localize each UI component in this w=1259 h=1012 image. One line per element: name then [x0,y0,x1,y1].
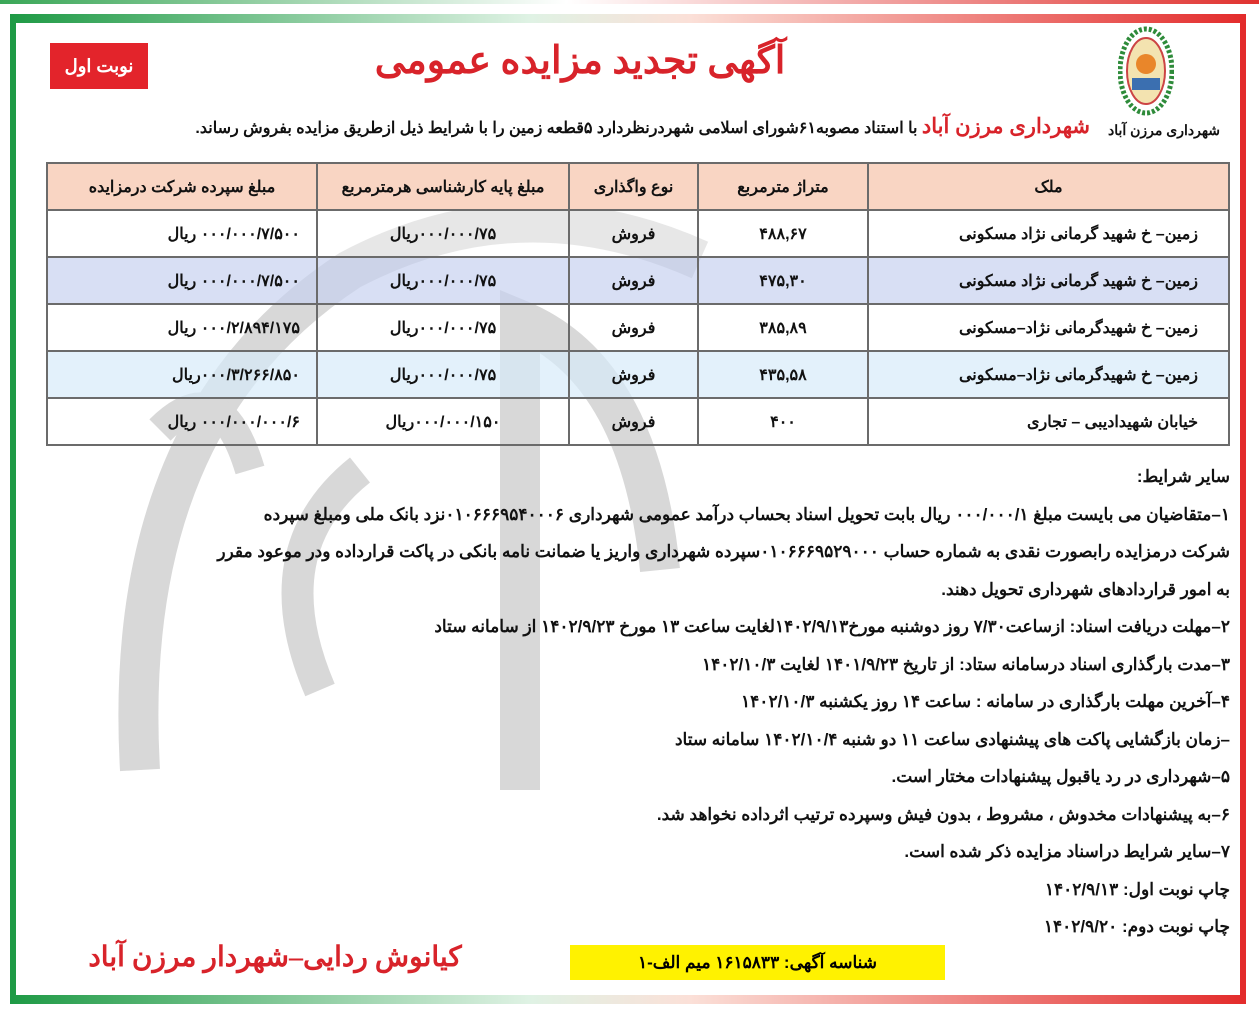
table-row [47,210,1229,257]
top-decor-line [0,0,1259,4]
intro-org: شهرداری مرزن آباد [921,115,1090,138]
cell-transfer-type: فروش [569,257,698,304]
conditions [30,458,1230,946]
table-row [47,304,1229,351]
conditions-heading: سایر شرایط: [1136,467,1230,486]
condition-line: ۷–سایر شرایط دراسناد مزایده ذکر شده است. [904,842,1230,861]
print-date-first: چاپ نوبت اول: ۱۴۰۲/۹/۱۳ [1044,879,1230,899]
intro-text [30,114,1090,139]
cell-transfer-type: فروش [569,210,698,257]
logo-label: شهرداری مرزن آباد [1107,122,1221,138]
cell-deposit: ۰۰۰/۰۰۰/۰۰۰/۶ ریال [47,398,317,445]
condition-line: ۶–به پیشنهادات مخدوش ، مشروط ، بدون فیش وسپرده ترتیب اثرداده نخواهد شد. [656,804,1230,824]
cell-deposit: ۰۰۰/۲/۸۹۴/۱۷۵ ریال [47,304,317,351]
cell-property: زمین– خ شهید گرمانی نژاد مسکونی [868,210,1229,257]
table-row [47,257,1229,304]
table-row [47,398,1229,445]
intro-body: با استناد مصوبه۶۱شورای اسلامی شهردرنظردارد ۵قطعه زمین را با شرایط ذیل ازطریق مزایده بفروش رساند. [195,120,922,137]
cell-property: خیابان شهیدادیبی – تجاری [868,398,1229,445]
page-title: آگهی تجدید مزایده عمومی [374,40,786,82]
cell-transfer-type: فروش [569,398,698,445]
cell-transfer-type: فروش [569,304,698,351]
cell-property: زمین– خ شهید گرمانی نژاد مسکونی [868,257,1229,304]
cell-deposit: ۰۰۰/۰۰۰/۷/۵۰۰ ریال [47,210,317,257]
cell-area: ۳۸۵,۸۹ [698,304,868,351]
municipality-logo [1118,26,1174,116]
mayor-signature: کیانوش ردایی–شهردار مرزن آباد [88,942,462,973]
print-date-second: چاپ نوبت دوم: ۱۴۰۲/۹/۲۰ [1043,917,1230,936]
cell-base-price: ۰۰۰/۰۰۰/۱۵۰ریال [317,398,569,445]
condition-line: ۴–آخرین مهلت بارگذاری در سامانه : ساعت ۱۴ روز یکشنبه ۱۴۰۲/۱۰/۳ [741,692,1230,711]
top-flag-bar [10,14,1246,23]
col-deposit: مبلغ سپرده شرکت درمزایده [47,163,317,210]
condition-line: ۳–مدت بارگذاری اسناد درسامانه ستاد: از تاریخ ۱۴۰۱/۹/۲۳ لغایت ۱۴۰۲/۱۰/۳ [702,654,1230,674]
bottom-flag-bar [10,995,1246,1004]
cell-deposit: ۰۰۰/۳/۲۶۶/۸۵۰ریال [47,351,317,398]
cell-property: زمین– خ شهیدگرمانی نژاد–مسکونی [868,351,1229,398]
condition-line: به امور قراردادهای شهرداری تحویل دهند. [941,579,1230,599]
cell-base-price: ۰۰۰/۰۰۰/۷۵ریال [317,304,569,351]
cell-area: ۴۳۵,۵۸ [698,351,868,398]
col-transfer-type: نوع واگذاری [569,163,698,210]
cell-transfer-type: فروش [569,351,698,398]
ad-id-box: شناسه آگهی: ۱۶۱۵۸۳۳ میم الف-۱ [570,945,945,980]
properties-table [46,162,1230,446]
cell-area: ۴۰۰ [698,398,868,445]
col-property: ملک [868,163,1229,210]
cell-base-price: ۰۰۰/۰۰۰/۷۵ریال [317,210,569,257]
col-base-price: مبلغ پایه کارشناسی هرمترمربع [317,163,569,210]
condition-line: ۵–شهرداری در رد یاقبول پیشنهادات مختار است. [891,767,1230,786]
cell-base-price: ۰۰۰/۰۰۰/۷۵ریال [317,351,569,398]
col-area: متراژ مترمربع [698,163,868,210]
cell-base-price: ۰۰۰/۰۰۰/۷۵ریال [317,257,569,304]
cell-property: زمین– خ شهیدگرمانی نژاد–مسکونی [868,304,1229,351]
table-row [47,351,1229,398]
condition-line: شرکت درمزایده رابصورت نقدی به شماره حساب ۰۱۰۶۶۶۹۵۲۹۰۰۰سپرده شهرداری واریز یا ضمانت نامه بانکی در پاکت قرارداده ودر موعود مقرر [217,542,1230,561]
cell-deposit: ۰۰۰/۰۰۰/۷/۵۰۰ ریال [47,257,317,304]
condition-line: ۱–متقاضیان می بایست مبلغ ۰۰۰/۰۰۰/۱ ریال بابت تحویل اسناد بحساب درآمد عمومی شهرداری ۰۱۰۶۶۶۹۵۴۰۰۰۶نزد بانک ملی ومبلغ سپرده [263,504,1230,524]
first-print-badge: نوبت اول [50,43,148,89]
table-header-row [47,163,1229,210]
condition-line: ۲–مهلت دریافت اسناد: ازساعت۷/۳۰ روز دوشنبه مورخ۱۴۰۲/۹/۱۳لغایت ساعت ۱۳ مورخ ۱۴۰۲/۹/۲۳ از سامانه ستاد [434,617,1230,636]
condition-line: –زمان بازگشایی پاکت های پیشنهادی ساعت ۱۱ دو شنبه ۱۴۰۲/۱۰/۴ سامانه ستاد [674,729,1230,749]
cell-area: ۴۸۸,۶۷ [698,210,868,257]
cell-area: ۴۷۵,۳۰ [698,257,868,304]
